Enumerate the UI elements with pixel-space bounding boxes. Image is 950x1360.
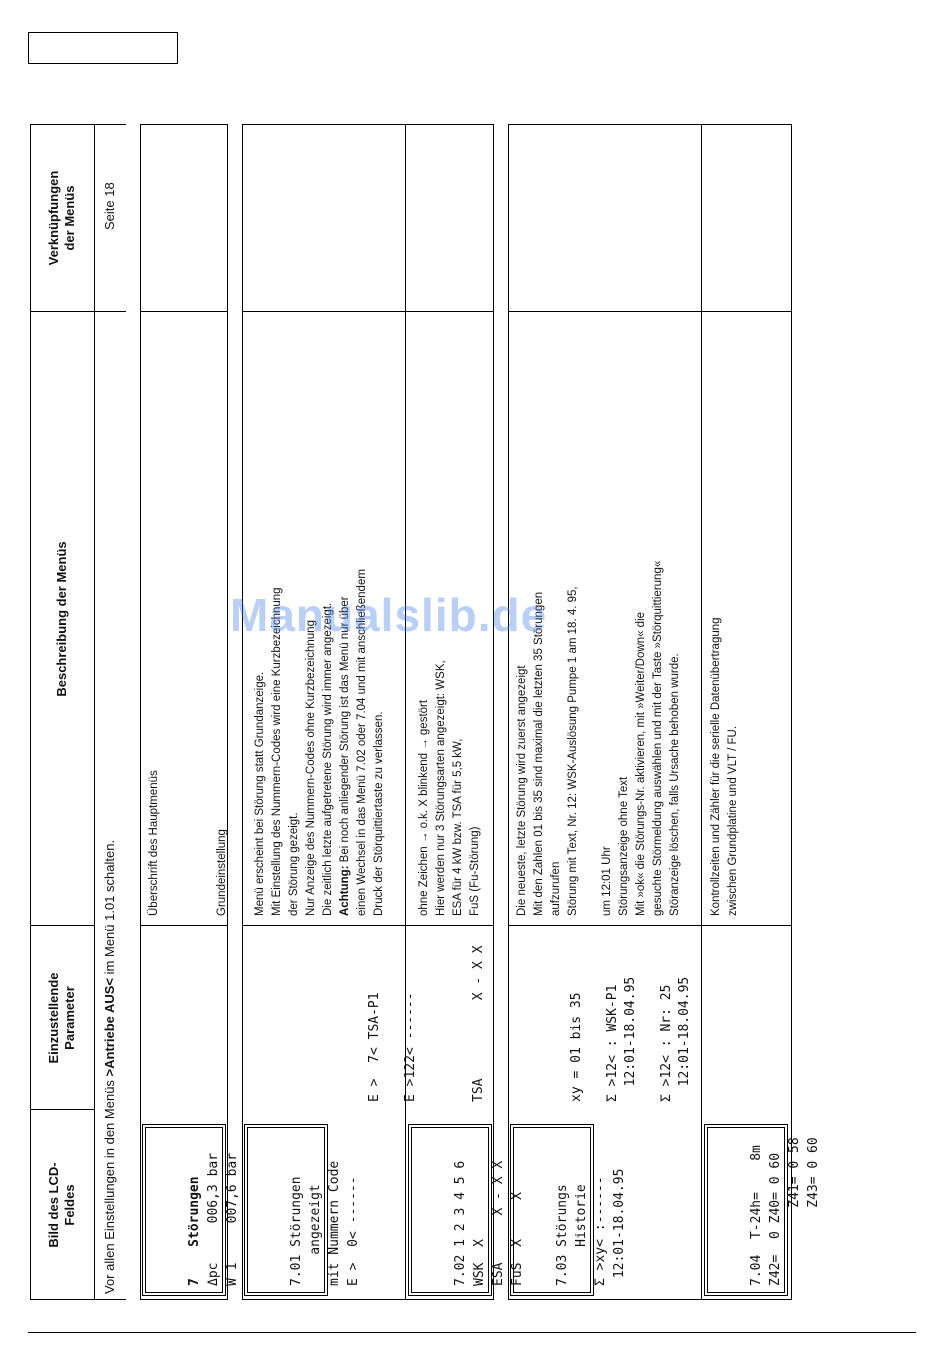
general-note: Vor allen Einstellungen in den Menüs >Antriebe AUS< im Menü 1.01 schalten.	[102, 839, 117, 1294]
lcd-display-701: 7.01 Störungen angezeigt mit Nummern Code E > 0< ------	[244, 1124, 328, 1296]
page-link: Seite 18	[102, 182, 117, 230]
header-params: Einzustellende Parameter	[46, 972, 77, 1064]
lcd-display-703: 7.03 Störungs Historie Σ >xy< :------ 12:01-18.04.95	[510, 1124, 594, 1296]
header-lcd: Bild des LCD- Feldes	[46, 1162, 77, 1248]
params-701: E > 7< TSA-P1 E >122< ------	[367, 992, 418, 1102]
desc-701: Menü erscheint bei Störung statt Grundanzeige. Mit Einstellung des Nummern-Codes wird eine Kurzbezeichnung der Störung gezeigt. Nur Anzeige des Nummern-Codes ohne Kurzbezeichnung Die zeitlich letzte aufgetretene Störung wird immer angezeigt. Achtung: Bei noch anliegender Störung ist das Menü nur über einen Wechsel in das Menü 7.02 oder 7.04 und mit anschließendem Druck der Störquittiertaste zu verlassen.	[254, 569, 385, 916]
body-col-rule-params-2	[242, 925, 494, 926]
lcd-display-7: 7 Störungen Δpc 006,3 bar W 1 007,6 bar	[142, 1124, 226, 1296]
header-links: Verknüpfungen der Menüs	[46, 170, 77, 266]
header-desc: Beschreibung der Menüs	[54, 541, 69, 697]
body-col-rule-links-3	[508, 311, 792, 312]
params-702: TSA X - X X	[471, 945, 486, 1102]
rotated-table	[30, 124, 821, 1300]
lcd-display-702: 7.02 1 2 3 4 5 6 WSK X ESA X - X X FuS X X	[408, 1124, 492, 1296]
watermark: Manualslib.de	[230, 589, 548, 641]
lcd-display-704: 7.04 T-24h= 8m Z42= 0 Z40= 0 60 Z41= 0 58 Z43= 0 60	[704, 1124, 788, 1296]
desc-7: Überschrift des Hauptmenüs Grundeinstellung	[148, 770, 228, 916]
footer-rule	[28, 1332, 916, 1333]
page-header-box	[28, 32, 178, 64]
body-col-rule-links-1	[140, 311, 228, 312]
desc-703: Die neueste, letzte Störung wird zuerst angezeigt Mit den Zahlen 01 bis 35 sind maximal die letzten 35 Störungen aufzurufen Störung mit Text, Nr. 12: WSK-Auslösung Pumpe 1 am 18. 4. 95, um 12:01 Uhr Störungsanzeige ohne Text Mit »ok« die Störungs-Nr. aktivieren, mit »Weiter/Down« die gesuchte Störmeldung auswählen und mit der Taste »Störquittierung« Störanzeige löschen, falls Ursache behoben wurde.	[516, 560, 681, 916]
body-col-rule-params-3	[508, 925, 792, 926]
desc-704: Kontrollzeiten und Zähler für die serielle Datenübertragung zwischen Grundplatine und VLT / FU.	[710, 617, 739, 916]
params-703: xy = 01 bis 35 Σ >12< : WSK-P1 12:01-18.04.95 Σ >12< : Nr: 25 12:01-18.04.95	[569, 976, 692, 1102]
body-col-rule-links-2	[242, 311, 494, 312]
body-col-rule-params-1	[140, 925, 228, 926]
desc-702: ohne Zeichen → o.k. X blinkend → gestört Hier werden nur 3 Störungsarten angezeigt: WSK, ESA für 4 kW bzw. TSA für 5,5 kW, FuS (Fu-Störung)	[418, 660, 481, 916]
